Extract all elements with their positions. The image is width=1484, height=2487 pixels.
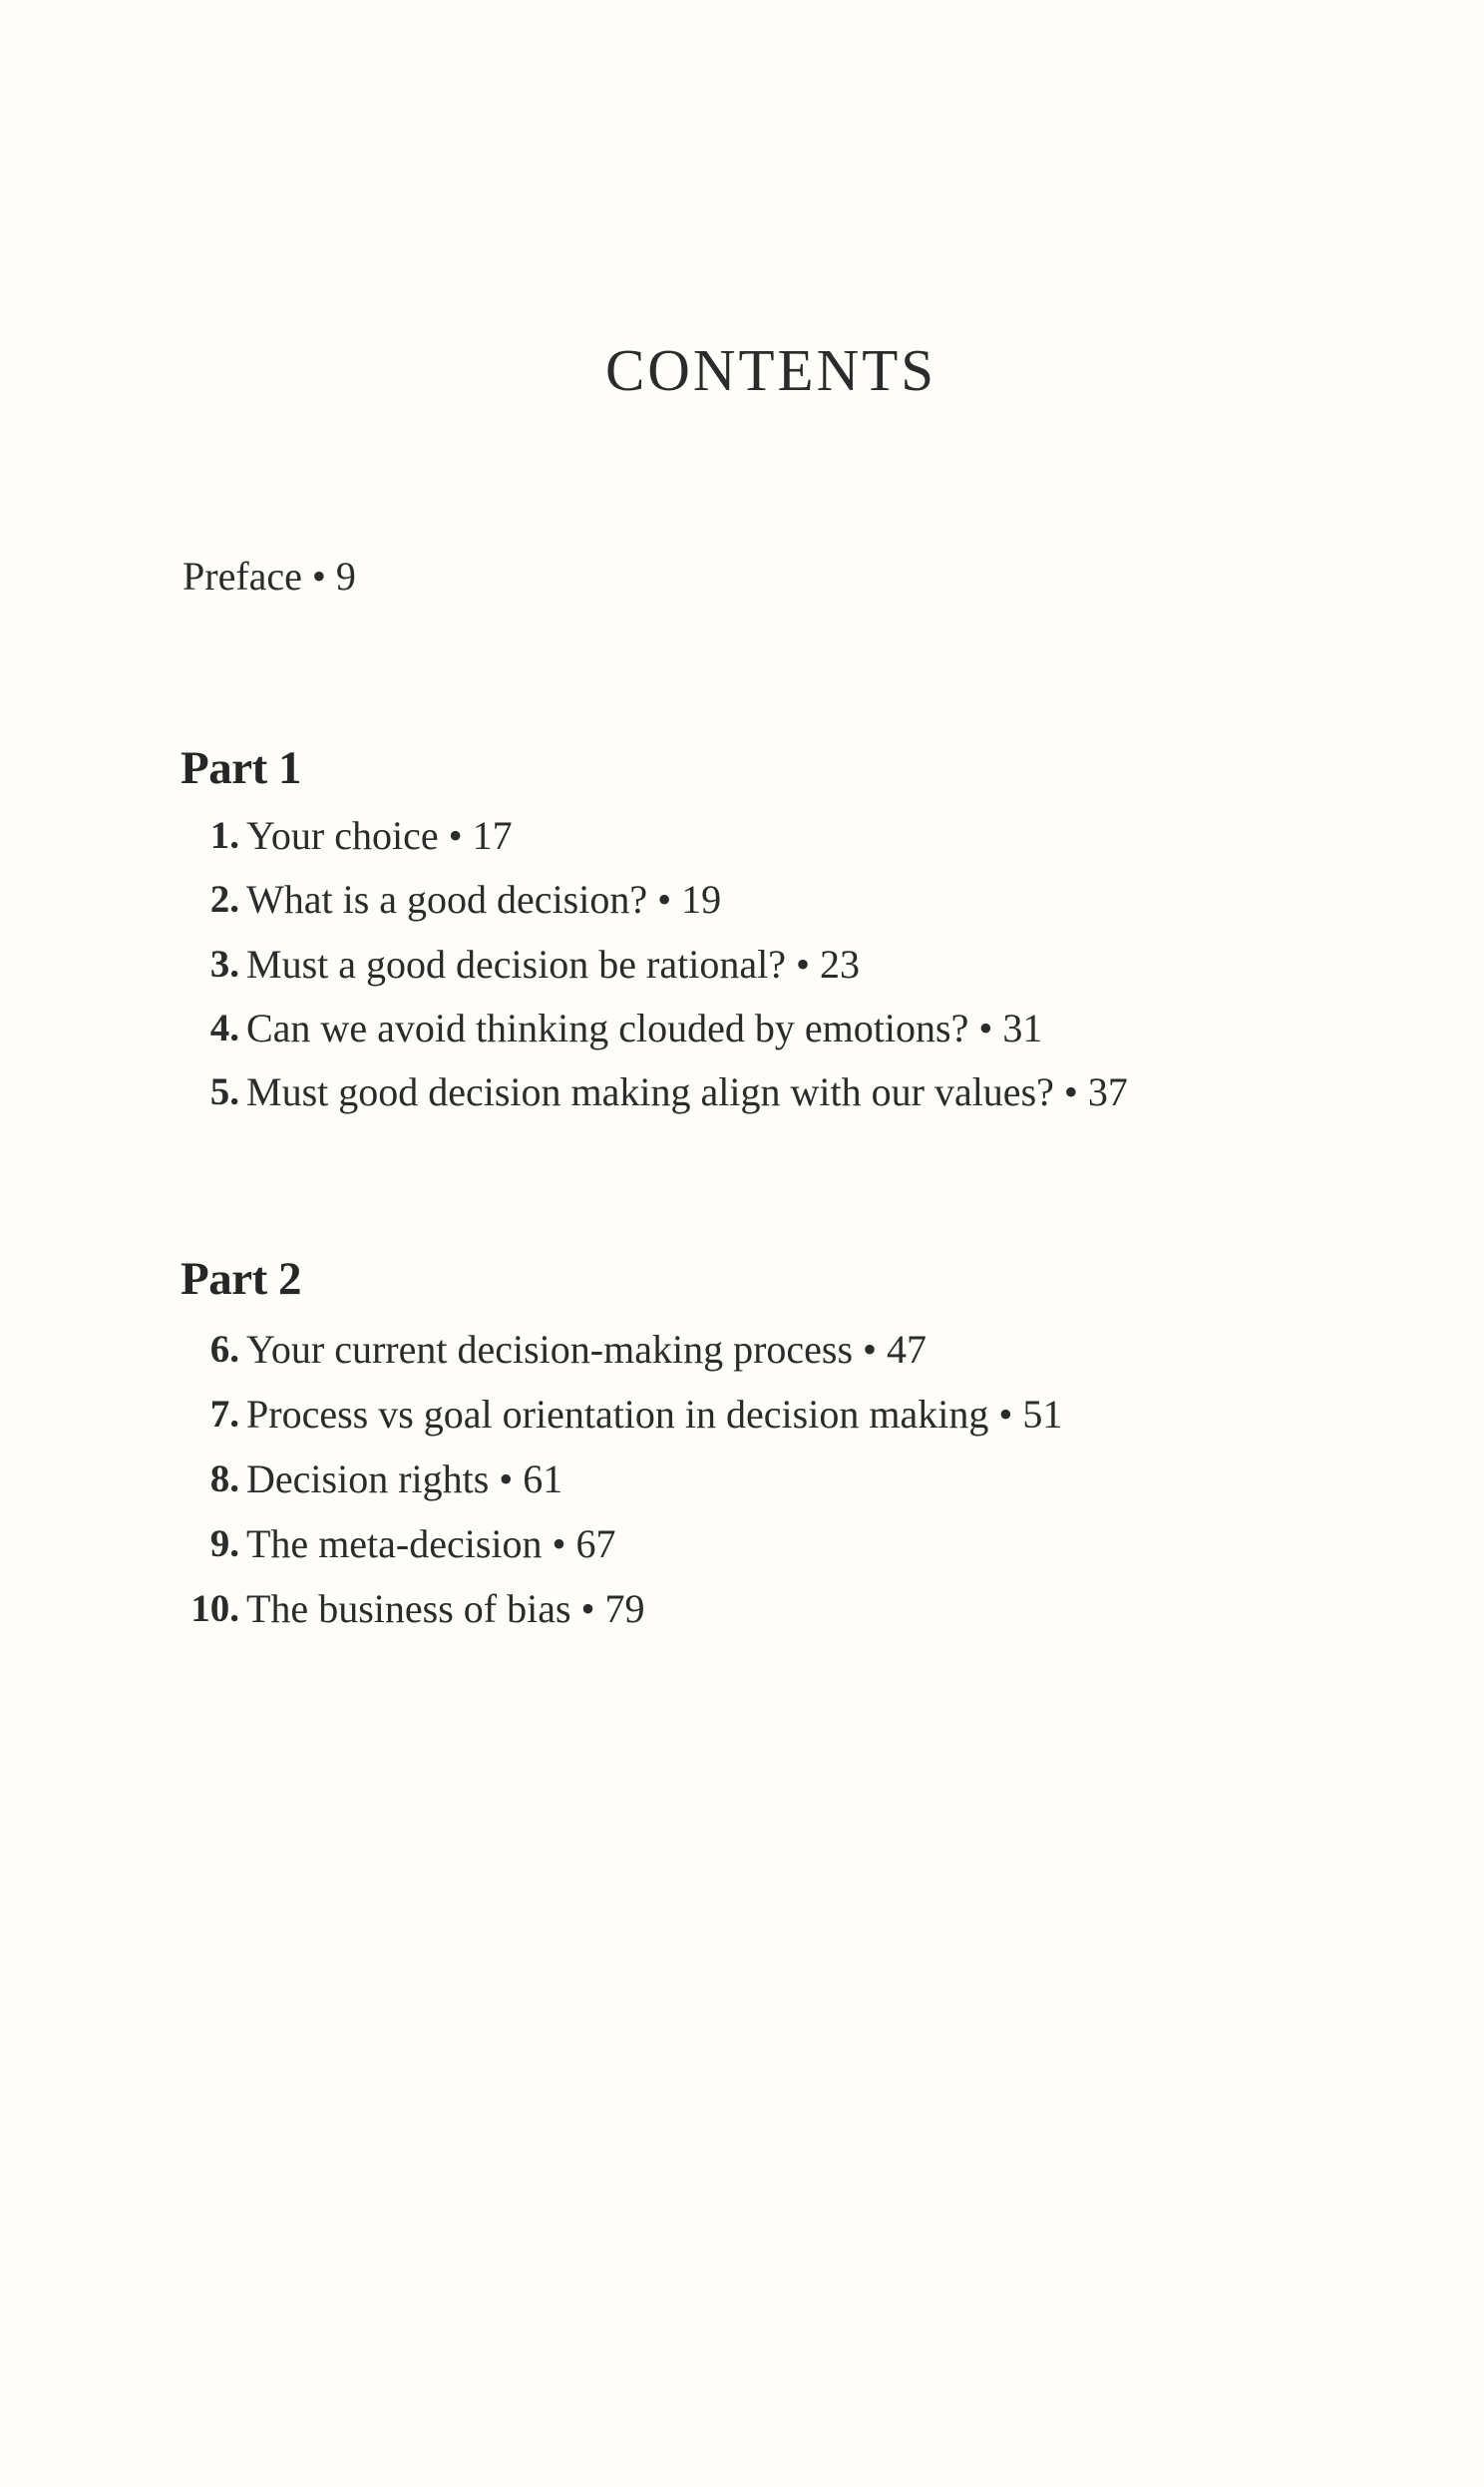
toc-item-text: Can we avoid thinking clouded by emotions? • 31 (246, 1006, 1043, 1050)
toc-item-number: 9. (209, 1522, 239, 1565)
toc-item-number: 5. (209, 1070, 239, 1113)
toc-item-number: 8. (209, 1457, 239, 1500)
toc-item-text: Must a good decision be rational? • 23 (246, 942, 860, 987)
toc-item-number: 4. (209, 1007, 239, 1049)
toc-item-number: 7. (209, 1393, 239, 1436)
toc-item-number: 10. (190, 1587, 239, 1630)
part-1-heading: Part 1 (181, 742, 301, 794)
toc-item-text: The meta-decision • 67 (246, 1521, 616, 1566)
toc-item-number: 2. (209, 878, 239, 921)
toc-item-text: Decision rights • 61 (246, 1456, 563, 1501)
part-2-heading: Part 2 (181, 1253, 301, 1305)
toc-item-text: Process vs goal orientation in decision making • 51 (246, 1392, 1063, 1437)
toc-preface-entry (183, 552, 356, 602)
toc-item-number: 1. (209, 814, 239, 857)
toc-item-number: 6. (209, 1328, 239, 1371)
page-title: CONTENTS (604, 337, 937, 403)
toc-item-number: 3. (209, 943, 239, 986)
toc-item-text: Must good decision making align with our values? • 37 (246, 1069, 1128, 1114)
toc-item-text: What is a good decision? • 19 (246, 877, 722, 922)
toc-item-text: The business of bias • 79 (246, 1586, 645, 1631)
toc-item-text: Your current decision-making process • 47 (246, 1327, 928, 1372)
toc-item-text: Your choice • 17 (246, 813, 513, 858)
preface-text: Preface • 9 (183, 554, 356, 599)
